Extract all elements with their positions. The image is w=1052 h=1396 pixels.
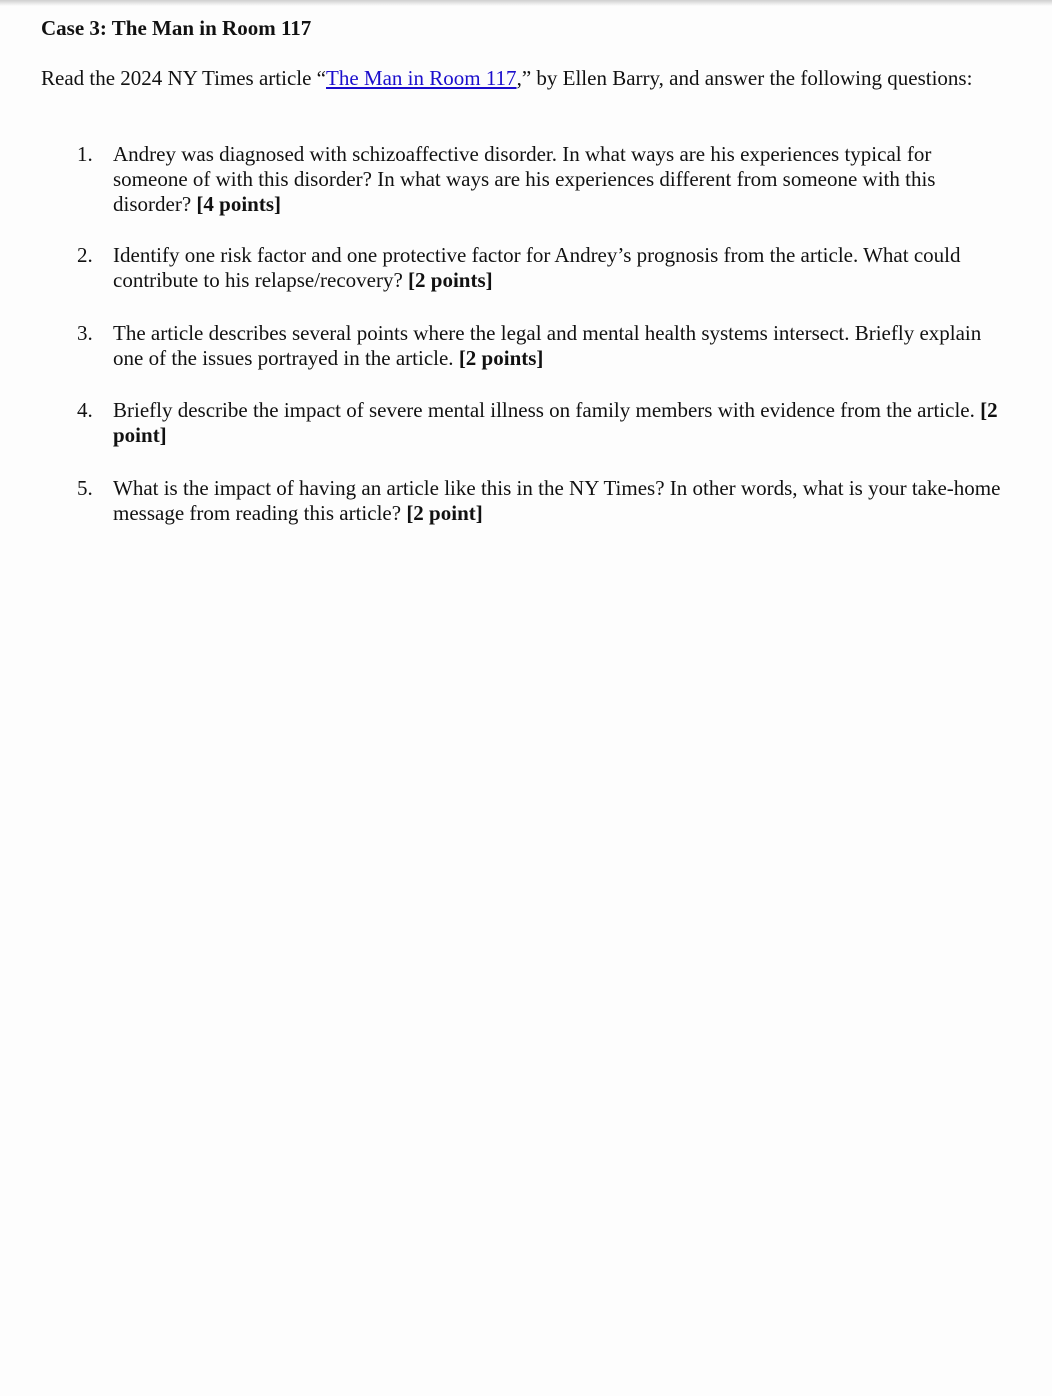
question-1	[77, 142, 1007, 217]
question-points: [2 point]	[406, 501, 483, 525]
question-number: 5.	[77, 476, 93, 500]
article-link[interactable]: The Man in Room 117	[326, 66, 517, 90]
question-3	[77, 321, 1007, 371]
question-body	[113, 243, 1007, 293]
intro-text-after-link: ,” by Ellen Barry, and answer the following questions:	[516, 66, 973, 90]
question-text: The article describes several points where the legal and mental health systems intersect. Briefly explain one of the issues portrayed in the article.	[113, 321, 982, 370]
question-body	[113, 142, 1007, 217]
question-text: What is the impact of having an article like this in the NY Times? In other words, what is your take-home message from reading this article?	[113, 476, 1001, 525]
question-points: [4 points]	[196, 192, 281, 216]
question-body	[113, 398, 1007, 448]
question-2	[77, 243, 1007, 293]
question-points: [2 points]	[408, 268, 493, 292]
question-points: [2 points]	[458, 346, 544, 370]
question-number: 3.	[77, 321, 93, 345]
question-body	[113, 476, 1007, 526]
question-body	[113, 321, 1007, 371]
question-4	[77, 398, 1007, 448]
case-title: Case 3: The Man in Room 117	[41, 16, 312, 40]
question-text: Briefly describe the impact of severe mental illness on family members with evidence from the article.	[113, 398, 975, 422]
question-number: 4.	[77, 398, 93, 422]
question-text: Andrey was diagnosed with schizoaffective disorder. In what ways are his experiences typical for someone of with this disorder? In what ways are his experiences different from someone with this disorder?	[113, 142, 936, 216]
intro-text-before-link: Read the 2024 NY Times article “	[41, 66, 327, 90]
intro-paragraph	[41, 66, 1001, 91]
question-5	[77, 476, 1007, 526]
question-text: Identify one risk factor and one protective factor for Andrey’s prognosis from the article. What could contribute to his relapse/recovery?	[113, 243, 961, 292]
question-number: 2.	[77, 243, 93, 267]
question-points: [2 point]	[113, 398, 998, 447]
question-number: 1.	[77, 142, 93, 166]
